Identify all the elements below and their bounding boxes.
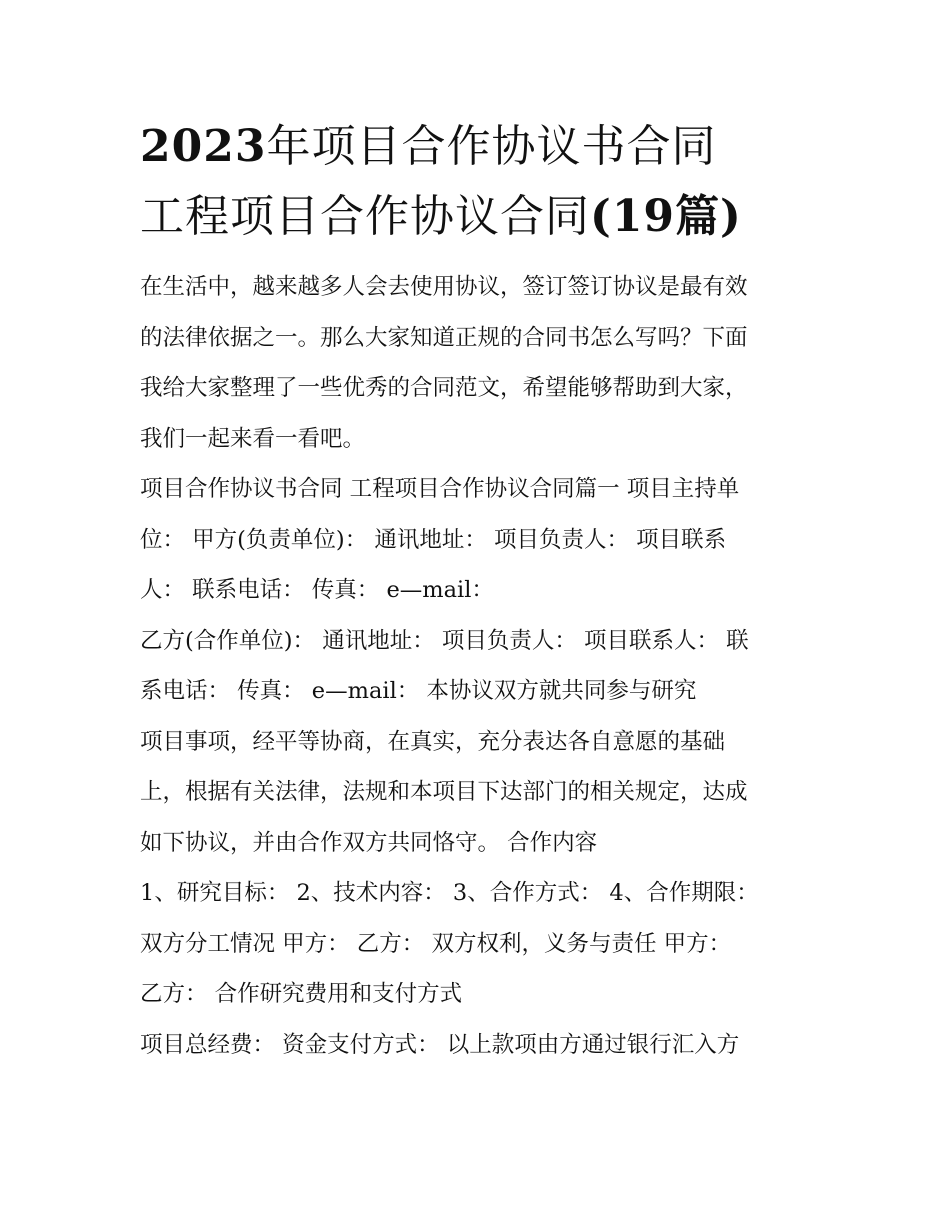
title-line-1 xyxy=(140,112,820,182)
body-line: 如下协议，并由合作双方共同恪守。 合作内容 xyxy=(140,829,598,856)
body-line: 系电话： 传真： e—mail： 本协议双方就共同参与研究 xyxy=(140,678,697,704)
document-body xyxy=(140,262,820,1070)
body-line: 上，根据有关法律，法规和本项目下达部门的相关规定，达成 xyxy=(140,779,748,805)
body-line: 乙方： 合作研究费用和支付方式 xyxy=(140,981,463,1007)
body-line: 项目事项，经平等协商，在真实，充分表达各自意愿的基础 xyxy=(140,728,726,755)
body-line: 乙方(合作单位)： 通讯地址： 项目负责人： 项目联系人： 联 xyxy=(140,627,749,654)
title-end: 篇) xyxy=(675,191,742,242)
body-line: 项目总经费： 资金支付方式： 以上款项由方通过银行汇入方 xyxy=(140,1031,740,1058)
body-line: 在生活中，越来越多人会去使用协议，签订签订协议是最有效 xyxy=(140,274,748,300)
document-page xyxy=(140,112,820,1070)
title-line-2 xyxy=(140,182,820,252)
body-line: 位： 甲方(负责单位)： 通讯地址： 项目负责人： 项目联系 xyxy=(140,526,727,553)
title-year: 2023 xyxy=(140,121,267,172)
body-line: 1、研究目标： 2、技术内容： 3、合作方式： 4、合作期限： xyxy=(140,880,759,906)
body-line: 人： 联系电话： 传真： e—mail： xyxy=(140,577,494,603)
body-line: 项目合作协议书合同 工程项目合作协议合同篇一 项目主持单 xyxy=(140,476,740,502)
body-line: 我们一起来看一看吧。 xyxy=(140,425,366,452)
body-line: 双方分工情况 甲方： 乙方： 双方权利，义务与责任 甲方： xyxy=(140,930,732,957)
title-count: (19 xyxy=(590,191,676,242)
title-line-2-text: 工程项目合作协议合同 xyxy=(140,191,590,242)
body-line: 的法律依据之一。那么大家知道正规的合同书怎么写吗？下面 xyxy=(140,324,748,351)
document-title xyxy=(140,112,820,252)
body-line: 我给大家整理了一些优秀的合同范文，希望能够帮助到大家， xyxy=(140,375,748,401)
title-line-1-text: 年项目合作协议书合同 xyxy=(266,121,717,172)
